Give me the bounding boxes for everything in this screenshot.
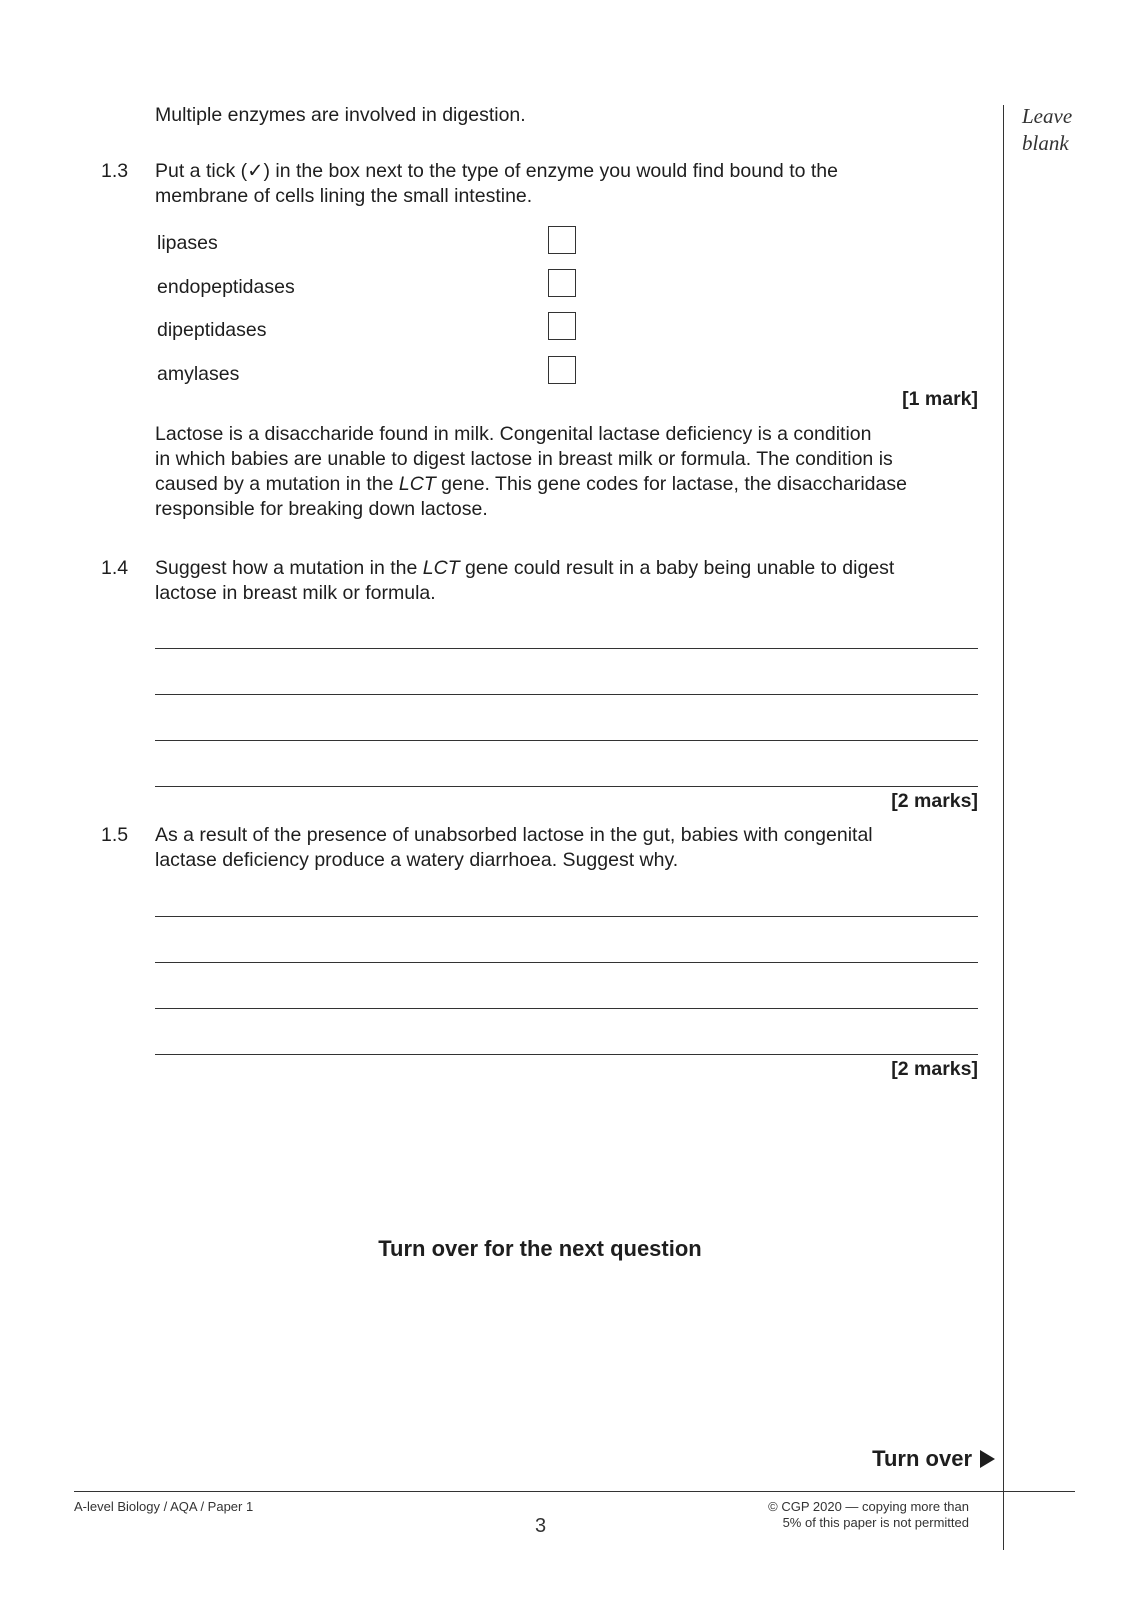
footer-rule xyxy=(74,1491,1075,1492)
question-number-1-4: 1.4 xyxy=(101,557,129,579)
footer-paper-title: A-level Biology / AQA / Paper 1 xyxy=(74,1499,254,1514)
answer-line[interactable] xyxy=(155,1008,978,1009)
turn-over-next-question: Turn over for the next question xyxy=(378,1236,702,1261)
lactose-line3-post: gene. This gene codes for lactase, the disaccharidase xyxy=(435,473,907,495)
question-1-3-line1: Put a tick (✓) in the box next to the type of enzyme you would find bound to the xyxy=(155,160,838,182)
page-number: 3 xyxy=(535,1515,547,1537)
answer-line[interactable] xyxy=(155,962,978,963)
question-1-5-text xyxy=(155,823,965,873)
answer-line[interactable] xyxy=(155,786,978,787)
question-number-1-5: 1.5 xyxy=(101,824,129,846)
question-1-4-pre: Suggest how a mutation in the xyxy=(155,557,423,579)
lct-gene-name: LCT xyxy=(422,557,460,579)
leave-blank-line2: blank xyxy=(1022,131,1069,155)
lactose-line1: Lactose is a disaccharide found in milk. Congenital lactase deficiency is a condition xyxy=(155,423,872,445)
marks-1-3: [1 mark] xyxy=(902,388,978,410)
lactose-line3 xyxy=(155,472,975,497)
tickbox-endopeptidases[interactable] xyxy=(548,269,576,297)
option-label-dipeptidases: dipeptidases xyxy=(157,319,267,341)
leave-blank-label xyxy=(1022,103,1072,157)
option-label-endopeptidases: endopeptidases xyxy=(157,276,295,298)
copyright-line2: 5% of this paper is not permitted xyxy=(782,1515,969,1530)
tickbox-dipeptidases[interactable] xyxy=(548,312,576,340)
option-label-lipases: lipases xyxy=(157,232,218,254)
question-1-5-line2: lactase deficiency produce a watery diarrhoea. Suggest why. xyxy=(155,849,679,871)
question-1-5-line1: As a result of the presence of unabsorbed lactose in the gut, babies with congenital xyxy=(155,824,873,846)
question-1-4-post: gene could result in a baby being unable to digest xyxy=(459,557,895,579)
leave-blank-margin-rule xyxy=(1003,105,1004,1550)
answer-line[interactable] xyxy=(155,694,978,695)
question-1-3-line2: membrane of cells lining the small intestine. xyxy=(155,185,533,207)
question-number-1-3: 1.3 xyxy=(101,160,129,182)
option-label-amylases: amylases xyxy=(157,363,240,385)
question-1-4-text xyxy=(155,556,965,606)
footer-copyright xyxy=(768,1499,969,1531)
question-1-4-line1 xyxy=(155,556,965,581)
right-triangle-icon xyxy=(980,1450,995,1468)
question-1-4-line2: lactose in breast milk or formula. xyxy=(155,582,436,604)
lactose-paragraph xyxy=(155,422,975,522)
intro-text: Multiple enzymes are involved in digestion. xyxy=(155,104,526,126)
answer-line[interactable] xyxy=(155,648,978,649)
tickbox-amylases[interactable] xyxy=(548,356,576,384)
marks-1-5: [2 marks] xyxy=(891,1058,978,1080)
lactose-line4: responsible for breaking down lactose. xyxy=(155,498,488,520)
lct-gene-name: LCT xyxy=(398,473,436,495)
question-1-3-text xyxy=(155,159,965,209)
copyright-line1: © CGP 2020 — copying more than xyxy=(768,1499,969,1514)
answer-line[interactable] xyxy=(155,740,978,741)
lactose-line3-pre: caused by a mutation in the xyxy=(155,473,399,495)
answer-line[interactable] xyxy=(155,1054,978,1055)
turn-over xyxy=(872,1446,995,1472)
leave-blank-line1: Leave xyxy=(1022,104,1073,128)
answer-line[interactable] xyxy=(155,916,978,917)
tickbox-lipases[interactable] xyxy=(548,226,576,254)
turn-over-label: Turn over xyxy=(872,1446,972,1471)
marks-1-4: [2 marks] xyxy=(891,790,978,812)
lactose-line2: in which babies are unable to digest lactose in breast milk or formula. The condition is xyxy=(155,448,893,470)
